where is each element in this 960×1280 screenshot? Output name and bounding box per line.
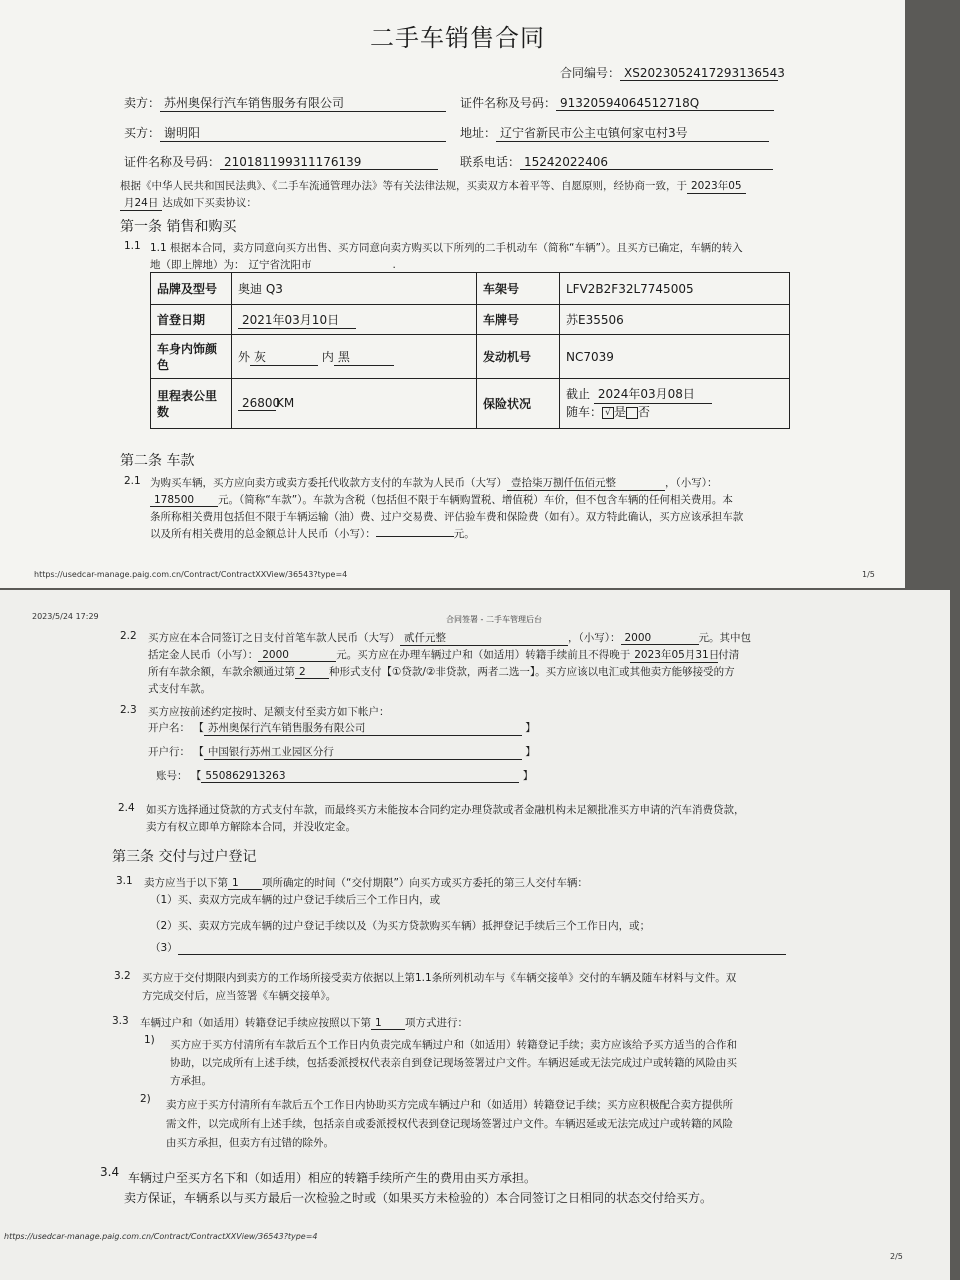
clause-1-1-place-label: 地（即上牌地）为： [150, 259, 245, 271]
insurance-cell [560, 379, 790, 429]
address-label: 地址： [460, 126, 497, 140]
bracket-close: 】 [522, 770, 534, 782]
insurance-until-label: 截止 [566, 387, 591, 401]
print-date: 2023/5/24 17:29 [32, 612, 99, 621]
reg-date-label: 首登日期 [151, 305, 232, 335]
phone-row [460, 153, 773, 170]
c31-option: 1 [228, 877, 262, 890]
intro-text-a: 根据《中华人民共和国民法典》、《二手车流通管理办法》等有关法律法规，买卖双方本着平等、自愿原则，经协商一致，于 [120, 180, 687, 192]
seller-id-label: 证件名称及号码： [460, 96, 557, 110]
footer-url-1: https://usedcar-manage.paig.com.cn/Contract/ContractXXView/36543?type=4 [34, 570, 348, 579]
insurance-follow-label: 随车： [566, 405, 603, 419]
c21-total-blank [376, 536, 454, 537]
buyer-row [124, 124, 446, 142]
reg-date-cell [232, 305, 477, 335]
ext-color-label: 外 [238, 349, 251, 364]
address-value: 辽宁省新民市公主屯镇何家屯村3号 [496, 124, 769, 142]
print-header-title: 合同签署 - 二手车管理后台 [446, 615, 542, 624]
seller-id-row [460, 94, 774, 111]
buyer-id-label: 证件名称及号码： [124, 155, 221, 169]
mileage-cell [232, 379, 477, 429]
bracket-close: 】 [525, 746, 536, 758]
buyer-id-row [124, 153, 438, 170]
clause-3-4-line-1: 车辆过户至买方名下和（如适用）相应的转籍手续所产生的费用由买方承担。 [128, 1171, 537, 1185]
address-row [460, 124, 769, 142]
c22-deadline: 2023年05月31日 [630, 647, 718, 663]
seller-value: 苏州奥保行汽车销售服务有限公司 [160, 94, 446, 112]
clause-2-4-line-2: 卖方有权立即单方解除本合同，并没收定金。 [146, 821, 356, 833]
clause-2-4-no: 2.4 [118, 802, 135, 814]
clause-3-1-item-3 [150, 940, 786, 955]
clause-3-3-1-line-3: 方承担。 [170, 1075, 212, 1087]
bracket-open: 【 [193, 746, 204, 758]
clause-3-1-item-1: （1）买、卖双方完成车辆的过户登记手续后三个工作日内，或 [150, 894, 441, 906]
plate-value: 苏E35506 [560, 305, 790, 335]
c33-text-a: 车辆过户和（如适用）转籍登记手续应按照以下第 [140, 1017, 371, 1029]
mileage-label: 里程表公里数 [151, 379, 232, 429]
bank-row [148, 744, 536, 760]
contract-no-label: 合同编号： [560, 66, 621, 80]
clause-2-2-line-1 [148, 630, 751, 646]
article-2-title: 第二条 车款 [120, 453, 195, 469]
c22-text-c: 元。其中包 [698, 632, 751, 644]
intro-date-a: 2023年05 [687, 178, 746, 194]
phone-label: 联系电话： [460, 155, 521, 169]
engine-label: 发动机号 [477, 335, 560, 379]
clause-2-2-line-2 [148, 647, 739, 663]
c22-amount-digits: 2000 [621, 632, 699, 645]
c21-text-b: ，（小写）： [665, 477, 718, 489]
clause-3-2-line-1: 买方应于交付期限内到卖方的工作场所接受卖方依据以上第1.1条所列机动车与《车辆交接单》交付的车辆及随车材料与文件。双 [142, 972, 737, 984]
bracket-open: 【 [190, 770, 202, 782]
c33-text-b: 项方式进行： [405, 1017, 468, 1029]
clause-3-3-2-line-3: 由买方承担，但卖方有过错的除外。 [166, 1137, 334, 1149]
clause-3-4-no: 3.4 [100, 1165, 120, 1179]
clause-3-3-2-line-2: 需文件，以完成所有上述手续，包括亲自或委派授权代表到登记现场签署过户文件。车辆迟延或无法完成过户或转籍的风险 [166, 1118, 733, 1130]
account-no-row [156, 768, 533, 783]
seller-label: 卖方： [124, 96, 161, 110]
color-label: 车身内饰颜色 [151, 335, 232, 379]
c31-text-b: 项所确定的时间（“交付期限”）向买方或买方委托的第三人交付车辆： [262, 877, 588, 889]
clause-2-2-no: 2.2 [120, 630, 137, 642]
article-1-title: 第一条 销售和购买 [120, 219, 237, 235]
phone-value: 15242022406 [520, 155, 773, 170]
intro-line-1 [120, 178, 746, 194]
insurance-until-value: 2024年03月08日 [594, 386, 712, 404]
clause-2-3-no: 2.3 [120, 704, 137, 716]
vin-value: LFV2B2F32L7745005 [560, 273, 790, 305]
contract-no-value: XS2023052417293136543 [620, 66, 778, 81]
contract-page-1 [0, 0, 905, 588]
clause-3-3-2-line-1: 卖方应于买方付清所有车款后五个工作日内协助买方完成车辆过户和（如适用）转籍登记手续；买方应积极配合卖方提供所 [166, 1099, 733, 1111]
c22-text-a: 买方应在本合同签订之日支付首笔车款人民币（大写） [148, 632, 400, 644]
c21-text-l2: 元。（简称“车款”）。车款为含税（包括但不限于车辆购置税、增值税）车价，但不包含车辆的任何相关费用。本 [218, 494, 733, 506]
checkbox-yes[interactable]: √ [602, 407, 614, 419]
insurance-until-row [566, 386, 783, 404]
c33-option: 1 [371, 1017, 405, 1030]
c22-text-l3b: 种形式支付【①贷款/②非贷款，两者二选一】。买方应该以电汇或其他卖方能够接受的方 [329, 666, 735, 678]
clause-3-3-2-no: 2) [140, 1093, 151, 1105]
clause-3-4-line-2: 卖方保证，车辆系以与买方最后一次检验之时或（如果买方未检验的）本合同签订之日相同的状态交付给买方。 [124, 1191, 713, 1205]
clause-2-1-line-3: 条所称相关费用包括但不限于车辆运输（油）费、过户交易费、评估验车费和保险费（如有）。双方特此确认，买方应该承担车款 [150, 511, 744, 523]
vehicle-row-4 [151, 379, 790, 429]
clause-3-1-item-2: （2）买、卖双方完成车辆的过户登记手续以及（为买方贷款购买车辆）抵押登记手续后三个工作日内，或； [150, 920, 651, 932]
buyer-label: 买方： [124, 126, 161, 140]
seller-row [124, 94, 446, 112]
buyer-id-value: 210181199311176139 [220, 155, 438, 170]
account-name-row [148, 720, 536, 736]
plate-label: 车牌号 [477, 305, 560, 335]
vehicle-row-1 [151, 273, 790, 305]
page-number-1: 1/5 [862, 570, 875, 579]
vin-label: 车架号 [477, 273, 560, 305]
c22-text-b: ，（小写）： [568, 632, 621, 644]
int-color-label: 内 [321, 349, 334, 364]
contract-no-row [560, 64, 785, 81]
intro-text-b: 达成如下买卖协议： [162, 197, 257, 209]
clause-3-2-line-2: 方完成交付后，应当签署《车辆交接单》。 [142, 990, 337, 1002]
brand-value: 奥迪 Q3 [232, 273, 477, 305]
mileage-unit: KM [276, 396, 295, 410]
buyer-value: 谢明阳 [160, 124, 446, 142]
clause-2-2-line-4: 式支付车款。 [148, 683, 211, 695]
c22-option: 2 [295, 666, 329, 679]
account-no-value: 550862913263 [201, 770, 519, 783]
clause-3-1-line-1 [144, 875, 588, 890]
intro-line-2 [120, 195, 257, 211]
clause-3-2-no: 3.2 [114, 970, 131, 982]
vehicle-row-2 [151, 305, 790, 335]
clause-3-3-1-no: 1) [144, 1034, 155, 1046]
c31-item-3-no: （3） [150, 942, 178, 954]
engine-value: NC7039 [560, 335, 790, 379]
article-3-title: 第三条 交付与过户登记 [112, 849, 257, 865]
account-name-label: 开户名： [148, 722, 190, 734]
no-label: 否 [638, 405, 651, 419]
brand-label: 品牌及型号 [151, 273, 232, 305]
bank-value: 中国银行苏州工业园区分行 [204, 744, 522, 760]
c31-text-a: 卖方应当于以下第 [144, 877, 228, 889]
clause-2-3-line-1: 买方应按前述约定按时、足额支付至卖方如下帐户： [148, 706, 390, 718]
mileage-value: 26800 [238, 396, 276, 411]
color-cell [232, 335, 477, 379]
clause-1-1-line-1: 1.1 根据本合同，卖方同意向买方出售、买方同意向卖方购买以下所列的二手机动车（简称“车辆”）。且买方已确定，车辆的转入 [150, 242, 743, 254]
clause-1-1-no: 1.1 [124, 240, 141, 252]
bracket-close: 】 [525, 722, 536, 734]
contract-title: 二手车销售合同 [370, 24, 545, 52]
c22-text-l2c: 付清 [718, 649, 740, 661]
c21-text-l4a: 以及所有相关费用的总金额总计人民币（小写）： [150, 528, 376, 540]
bracket-open: 【 [193, 722, 204, 734]
intro-date-b: 月24日 [120, 195, 162, 211]
reg-date-value: 2021年03月10日 [238, 311, 356, 329]
int-color-value: 黑 [334, 348, 394, 366]
insurance-follow-row [566, 404, 783, 421]
account-no-label: 账号： [156, 770, 188, 782]
clause-3-3-no: 3.3 [112, 1015, 129, 1027]
clause-3-3-1-line-1: 买方应于买方付清所有车款后五个工作日内负责完成车辆过户和（如适用）转籍登记手续；卖方应该给予买方适当的合作和 [170, 1039, 737, 1051]
c22-deposit: 2000 [258, 649, 336, 662]
clause-2-1-line-2 [150, 492, 733, 507]
c22-amount-words: 贰仟元整 [400, 630, 568, 646]
clause-2-1-line-4 [150, 526, 475, 541]
yes-label: 是 [614, 405, 627, 419]
c22-text-l3a: 所有车款余额，车款余额通过第 [148, 666, 295, 678]
clause-2-1-no: 2.1 [124, 475, 141, 487]
clause-1-1-line-2: 地（即上牌地）为： 辽宁省沈阳市 . [150, 259, 396, 271]
clause-2-2-line-3 [148, 664, 735, 679]
seller-id-value: 91320594064512718Q [556, 96, 774, 111]
page-number-2: 2/5 [890, 1252, 903, 1261]
checkbox-no[interactable] [626, 407, 638, 419]
vehicle-table [150, 272, 790, 429]
clause-3-3-line-1 [140, 1015, 468, 1030]
c21-text-l4b: 元。 [453, 528, 475, 540]
c22-text-l2b: 元。买方应在办理车辆过户和（如适用）转籍手续前且不得晚于 [336, 649, 631, 661]
c21-text-a: 为购买车辆，买方应向卖方或卖方委托代收款方支付的车款为人民币（大写） [150, 477, 507, 489]
c31-item-3-blank [178, 942, 786, 955]
clause-2-1-line-1 [150, 475, 718, 491]
vehicle-row-3 [151, 335, 790, 379]
clause-3-3-1-line-2: 协助，以完成所有上述手续，包括委派授权代表亲自到登记现场签署过户文件。车辆迟延或无法完成过户或转籍的风险由买 [170, 1057, 737, 1069]
account-name-value: 苏州奥保行汽车销售服务有限公司 [204, 720, 522, 736]
clause-1-1-place: 辽宁省沈阳市 [245, 257, 393, 273]
c21-amount-digits: 178500 [150, 494, 218, 507]
ext-color-value: 灰 [250, 348, 318, 366]
c22-text-l2a: 括定金人民币（小写）： [148, 649, 259, 661]
footer-url-2: https://usedcar-manage.paig.com.cn/Contract/ContractXXView/36543?type=4 [4, 1232, 318, 1241]
contract-page-2 [0, 590, 950, 1280]
insurance-label: 保险状况 [477, 379, 560, 429]
c21-amount-words: 壹拾柒万捌仟伍佰元整 [507, 475, 665, 491]
clause-2-4-line-1: 如买方选择通过贷款的方式支付车款，而最终买方未能按本合同约定办理贷款或者金融机构未足额批准买方申请的汽车消费贷款， [146, 804, 745, 816]
bank-label: 开户行： [148, 746, 190, 758]
clause-3-1-no: 3.1 [116, 875, 133, 887]
